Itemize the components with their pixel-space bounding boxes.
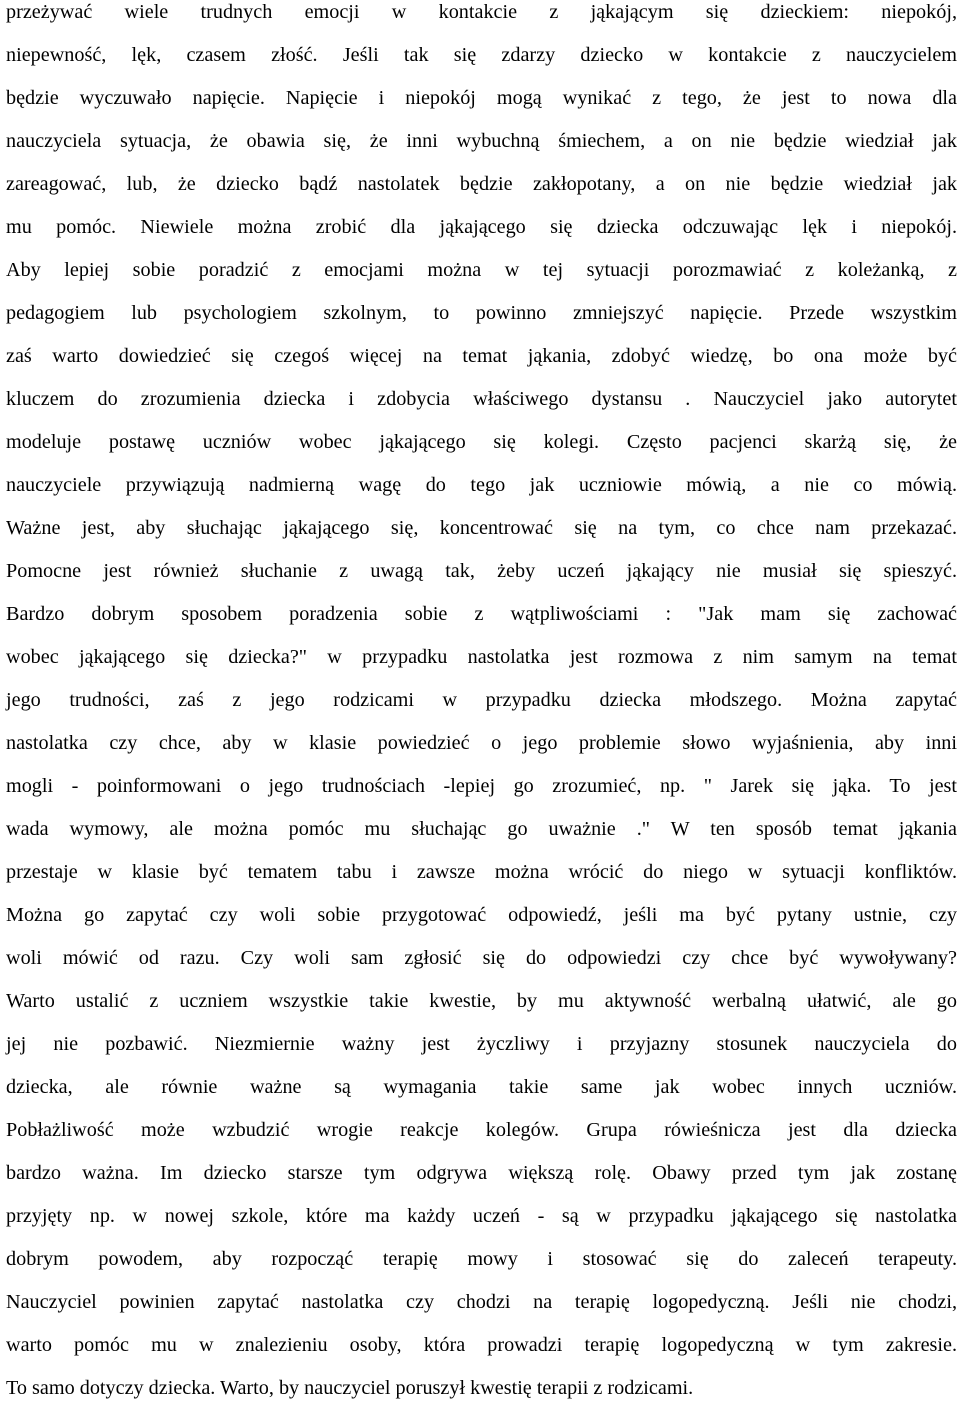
text-line-28: bardzo ważna. Im dziecko starsze tym odgrywa większą rolę. Obawy przed tym jak zostanę [6, 1162, 957, 1184]
text-line-26: dziecka, ale równie ważne są wymagania takie same jak wobec innych uczniów. [6, 1076, 957, 1098]
text-line-25: jej nie pozbawić. Niezmiernie ważny jest życzliwy i przyjazny stosunek nauczyciela do [6, 1033, 957, 1055]
text-line-6: mu pomóc. Niewiele można zrobić dla jąkającego się dziecka odczuwając lęk i niepokój. [6, 216, 957, 238]
text-line-10: kluczem do zrozumienia dziecka i zdobycia właściwego dystansu . Nauczyciel jako autorytet [6, 388, 957, 410]
text-line-3: będzie wyczuwało napięcie. Napięcie i niepokój mogą wynikać z tego, że jest to nowa dla [6, 87, 957, 109]
text-line-20: wada wymowy, ale można pomóc mu słuchając go uważnie ." W ten sposób temat jąkania [6, 818, 957, 840]
text-line-18: nastolatka czy chce, aby w klasie powiedzieć o jego problemie słowo wyjaśnienia, aby inni [6, 732, 957, 754]
text-line-11: modeluje postawę uczniów wobec jąkającego się kolegi. Często pacjenci skarżą się, że [6, 431, 957, 453]
text-line-7: Aby lepiej sobie poradzić z emocjami można w tej sytuacji porozmawiać z koleżanką, z [6, 259, 957, 281]
text-line-21: przestaje w klasie być tematem tabu i zawsze można wrócić do niego w sytuacji konfliktów. [6, 861, 957, 883]
text-line-1: przeżywać wiele trudnych emocji w kontakcie z jąkającym się dzieckiem: niepokój, [6, 1, 957, 23]
text-line-32: warto pomóc mu w znalezieniu osoby, która prowadzi terapię logopedyczną w tym zakresie. [6, 1334, 957, 1356]
text-line-8: pedagogiem lub psychologiem szkolnym, to powinno zmniejszyć napięcie. Przede wszystkim [6, 302, 957, 324]
text-line-9: zaś warto dowiedzieć się czegoś więcej na temat jąkania, zdobyć wiedzę, bo ona może być [6, 345, 957, 367]
text-line-17: jego trudności, zaś z jego rodzicami w przypadku dziecka młodszego. Można zapytać [6, 689, 957, 711]
text-line-33: To samo dotyczy dziecka. Warto, by nauczyciel poruszył kwestię terapii z rodzicami. [6, 1377, 694, 1399]
text-line-4: nauczyciela sytuacja, że obawia się, że inni wybuchną śmiechem, a on nie będzie wiedział jak [6, 130, 957, 152]
text-line-30: dobrym powodem, aby rozpocząć terapię mowy i stosować się do zaleceń terapeuty. [6, 1248, 957, 1270]
text-line-14: Pomocne jest również słuchanie z uwagą tak, żeby uczeń jąkający nie musiał się spieszyć. [6, 560, 957, 582]
text-line-22: Można go zapytać czy woli sobie przygotować odpowiedź, jeśli ma być pytany ustnie, czy [6, 904, 957, 926]
text-line-5: zareagować, lub, że dziecko bądź nastolatek będzie zakłopotany, a on nie będzie wiedział jak [6, 173, 957, 195]
text-line-15: Bardzo dobrym sposobem poradzenia sobie z wątpliwościami : "Jak mam się zachować [6, 603, 957, 625]
text-line-31: Nauczyciel powinien zapytać nastolatka czy chodzi na terapię logopedyczną. Jeśli nie chodzi, [6, 1291, 957, 1313]
text-line-13: Ważne jest, aby słuchając jąkającego się, koncentrować się na tym, co chce nam przekazać. [6, 517, 957, 539]
text-line-24: Warto ustalić z uczniem wszystkie takie kwestie, by mu aktywność werbalną ułatwić, ale go [6, 990, 957, 1012]
text-line-27: Pobłażliwość może wzbudzić wrogie reakcje kolegów. Grupa rówieśnicza jest dla dziecka [6, 1119, 957, 1141]
text-line-16: wobec jąkającego się dziecka?" w przypadku nastolatka jest rozmowa z nim samym na temat [6, 646, 957, 668]
text-line-19: mogli - poinformowani o jego trudnościach -lepiej go zrozumieć, np. " Jarek się jąka. To jest [6, 775, 957, 797]
text-line-2: niepewność, lęk, czasem złość. Jeśli tak się zdarzy dziecko w kontakcie z nauczycielem [6, 44, 957, 66]
text-line-12: nauczyciele przywiązują nadmierną wagę do tego jak uczniowie mówią, a nie co mówią. [6, 474, 957, 496]
text-line-23: woli mówić od razu. Czy woli sam zgłosić się do odpowiedzi czy chce być wywoływany? [6, 947, 957, 969]
text-line-29: przyjęty np. w nowej szkole, które ma każdy uczeń - są w przypadku jąkającego się nastolatka [6, 1205, 957, 1227]
